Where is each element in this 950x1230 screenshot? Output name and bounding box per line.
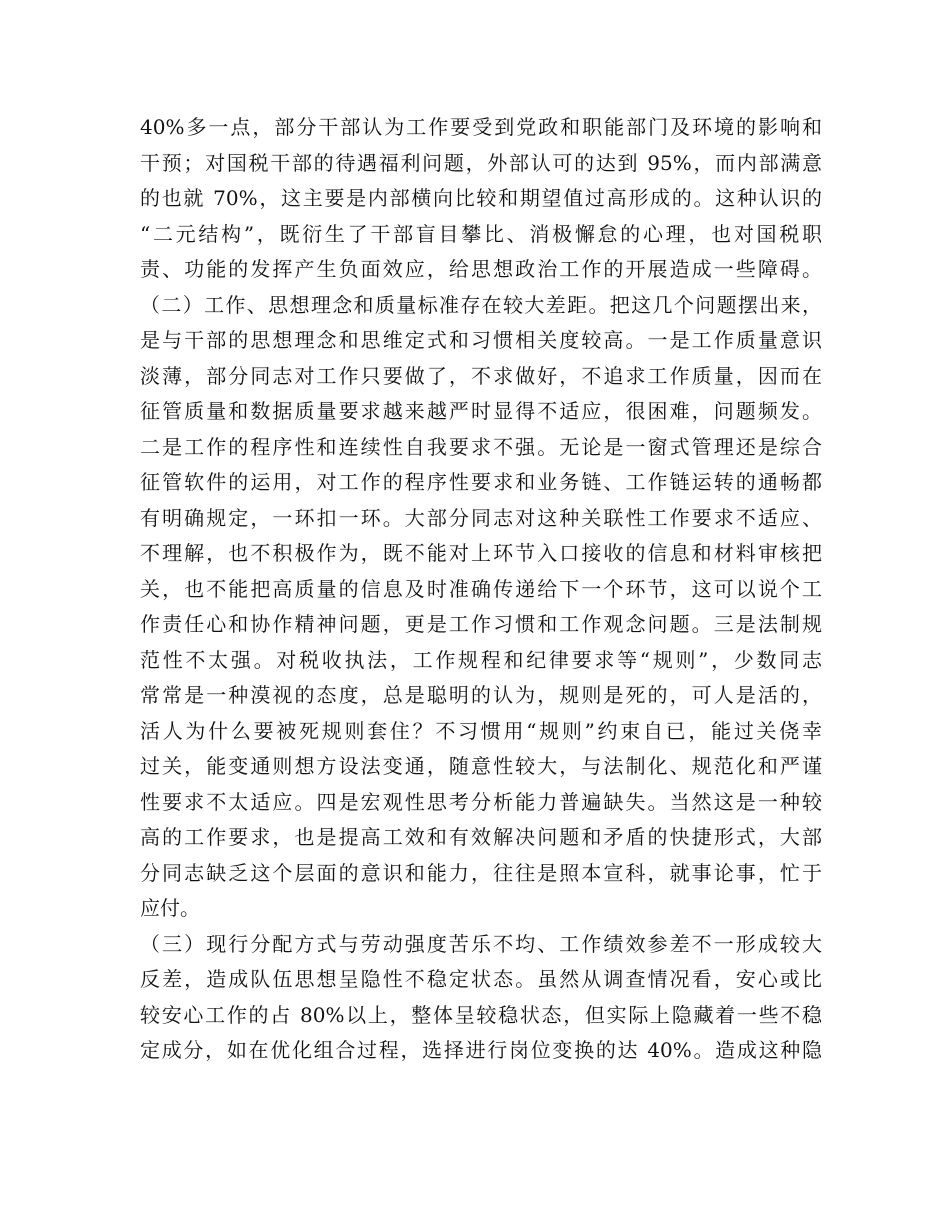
text-line: 定成分，如在优化组合过程，选择进行岗位变换的达 40%。造成这种隐 (140, 1038, 822, 1062)
text-line: 范性不太强。对税收执法，工作规程和纪律要求等“规则”，少数同志 (140, 647, 822, 672)
text-line: 性要求不太适应。四是宏观性思考分析能力普遍缺失。当然这是一种较 (140, 789, 822, 814)
text-line: 征管软件的运用，对工作的程序性要求和业务链、工作链运转的通畅都 (140, 470, 822, 494)
body-text (140, 110, 822, 1069)
text-line: （二）工作、思想理念和质量标准存在较大差距。把这几个问题摆出来， (140, 292, 822, 317)
text-line: 应付。 (140, 896, 200, 920)
text-line: 淡薄，部分同志对工作只要做了，不求做好，不追求工作质量，因而在 (140, 363, 822, 388)
text-line: 责、功能的发挥产生负面效应，给思想政治工作的开展造成一些障碍。 (140, 257, 822, 281)
text-line: 高的工作要求，也是提高工效和有效解决问题和矛盾的快捷形式，大部 (140, 825, 822, 849)
text-line: 过关，能变通则想方设法变通，随意性较大，与法制化、规范化和严谨 (140, 754, 822, 778)
text-line: “二元结构”，既衍生了干部盲目攀比、消极懈怠的心理，也对国税职 (140, 221, 822, 246)
text-line: 征管质量和数据质量要求越来越严时显得不适应，很困难，问题频发。 (140, 399, 822, 423)
text-line: 有明确规定，一环扣一环。大部分同志对这种关联性工作要求不适应、 (140, 505, 822, 530)
text-line: 分同志缺乏这个层面的意识和能力，往往是照本宣科，就事论事，忙于 (140, 860, 822, 885)
text-line: 关，也不能把高质量的信息及时准确传递给下一个环节，这可以说个工 (140, 576, 822, 601)
text-line: 的也就 70%，这主要是内部横向比较和期望值过高形成的。这种认识的 (140, 186, 822, 210)
text-line: 反差，造成队伍思想呈隐性不稳定状态。虽然从调查情况看，安心或比 (140, 967, 822, 991)
text-line: 较安心工作的占 80%以上，整体呈较稳状态，但实际上隐藏着一些不稳 (140, 1002, 822, 1027)
text-line: 40%多一点，部分干部认为工作要受到党政和职能部门及环境的影响和 (140, 115, 822, 139)
text-line: 是与干部的思想理念和思维定式和习惯相关度较高。一是工作质量意识 (140, 328, 822, 352)
text-line: 不理解，也不积极作为，既不能对上环节入口接收的信息和材料审核把 (140, 541, 822, 565)
text-line: 作责任心和协作精神问题，更是工作习惯和工作观念问题。三是法制规 (140, 612, 822, 636)
text-line: 常常是一种漠视的态度，总是聪明的认为，规则是死的，可人是活的， (140, 683, 822, 707)
text-line: 活人为什么要被死规则套住？不习惯用“规则”约束自已，能过关侥幸 (140, 718, 822, 743)
text-line: 干预；对国税干部的待遇福利问题，外部认可的达到 95%，而内部满意 (140, 150, 822, 175)
text-line: （三）现行分配方式与劳动强度苦乐不均、工作绩效参差不一形成较大 (140, 931, 822, 956)
text-line: 二是工作的程序性和连续性自我要求不强。无论是一窗式管理还是综合 (140, 434, 822, 459)
